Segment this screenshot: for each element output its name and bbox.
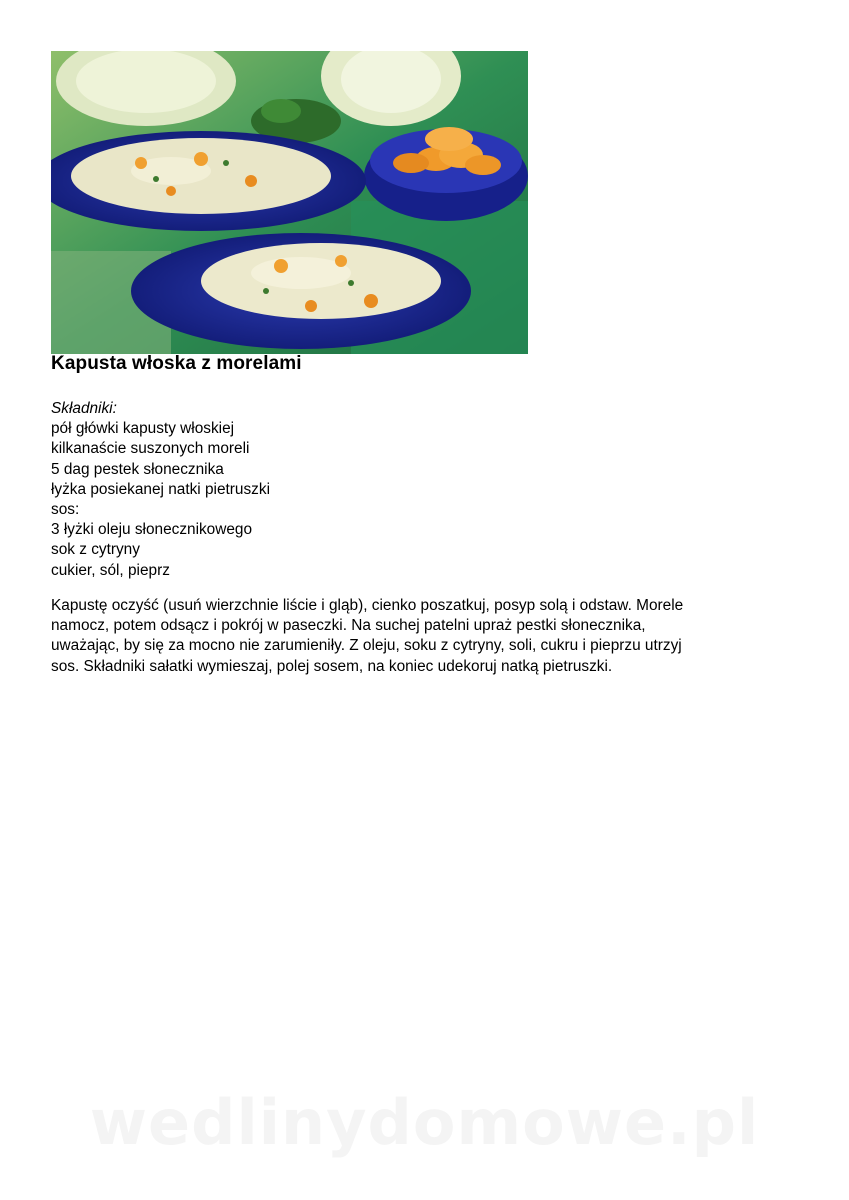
method-line: Kapustę oczyść (usuń wierzchnie liście i gląb), cienko poszatkuj, posyp solą i odstaw. Morele (51, 597, 684, 614)
method-line: namocz, potem odsącz i pokrój w paseczki. Na suchej patelni upraż pestki słonecznika, (51, 617, 646, 635)
recipe-title: Kapusta włoska z morelami (51, 353, 302, 374)
method-line: sos. Składniki sałatki wymieszaj, polej sosem, na koniec udekoruj natką pietruszki. (51, 657, 613, 675)
ingredient-item: kilkanaście suszonych moreli (51, 440, 250, 458)
ingredient-item: 5 dag pestek słonecznika (51, 460, 224, 478)
ingredient-item: pół główki kapusty włoskiej (51, 420, 235, 438)
ingredients-section (51, 399, 270, 581)
recipe-photo (51, 51, 528, 354)
method-paragraph (51, 596, 781, 677)
ingredient-item: łyżka posiekanej natki pietruszki (51, 480, 270, 498)
method-line: uważając, by się za mocno nie zarumieniły. Z oleju, soku z cytryny, soli, cukru i pieprzu utrzyj (51, 637, 682, 655)
ingredient-item: sos: (51, 501, 80, 519)
ingredient-item: 3 łyżki oleju słonecznikowego (51, 521, 253, 539)
ingredient-item: cukier, sól, pieprz (51, 561, 170, 579)
ingredient-item: sok z cytryny (51, 541, 140, 559)
ingredients-label: Składniki: (51, 400, 117, 417)
watermark: wedlinydomowe.pl (89, 1086, 760, 1159)
